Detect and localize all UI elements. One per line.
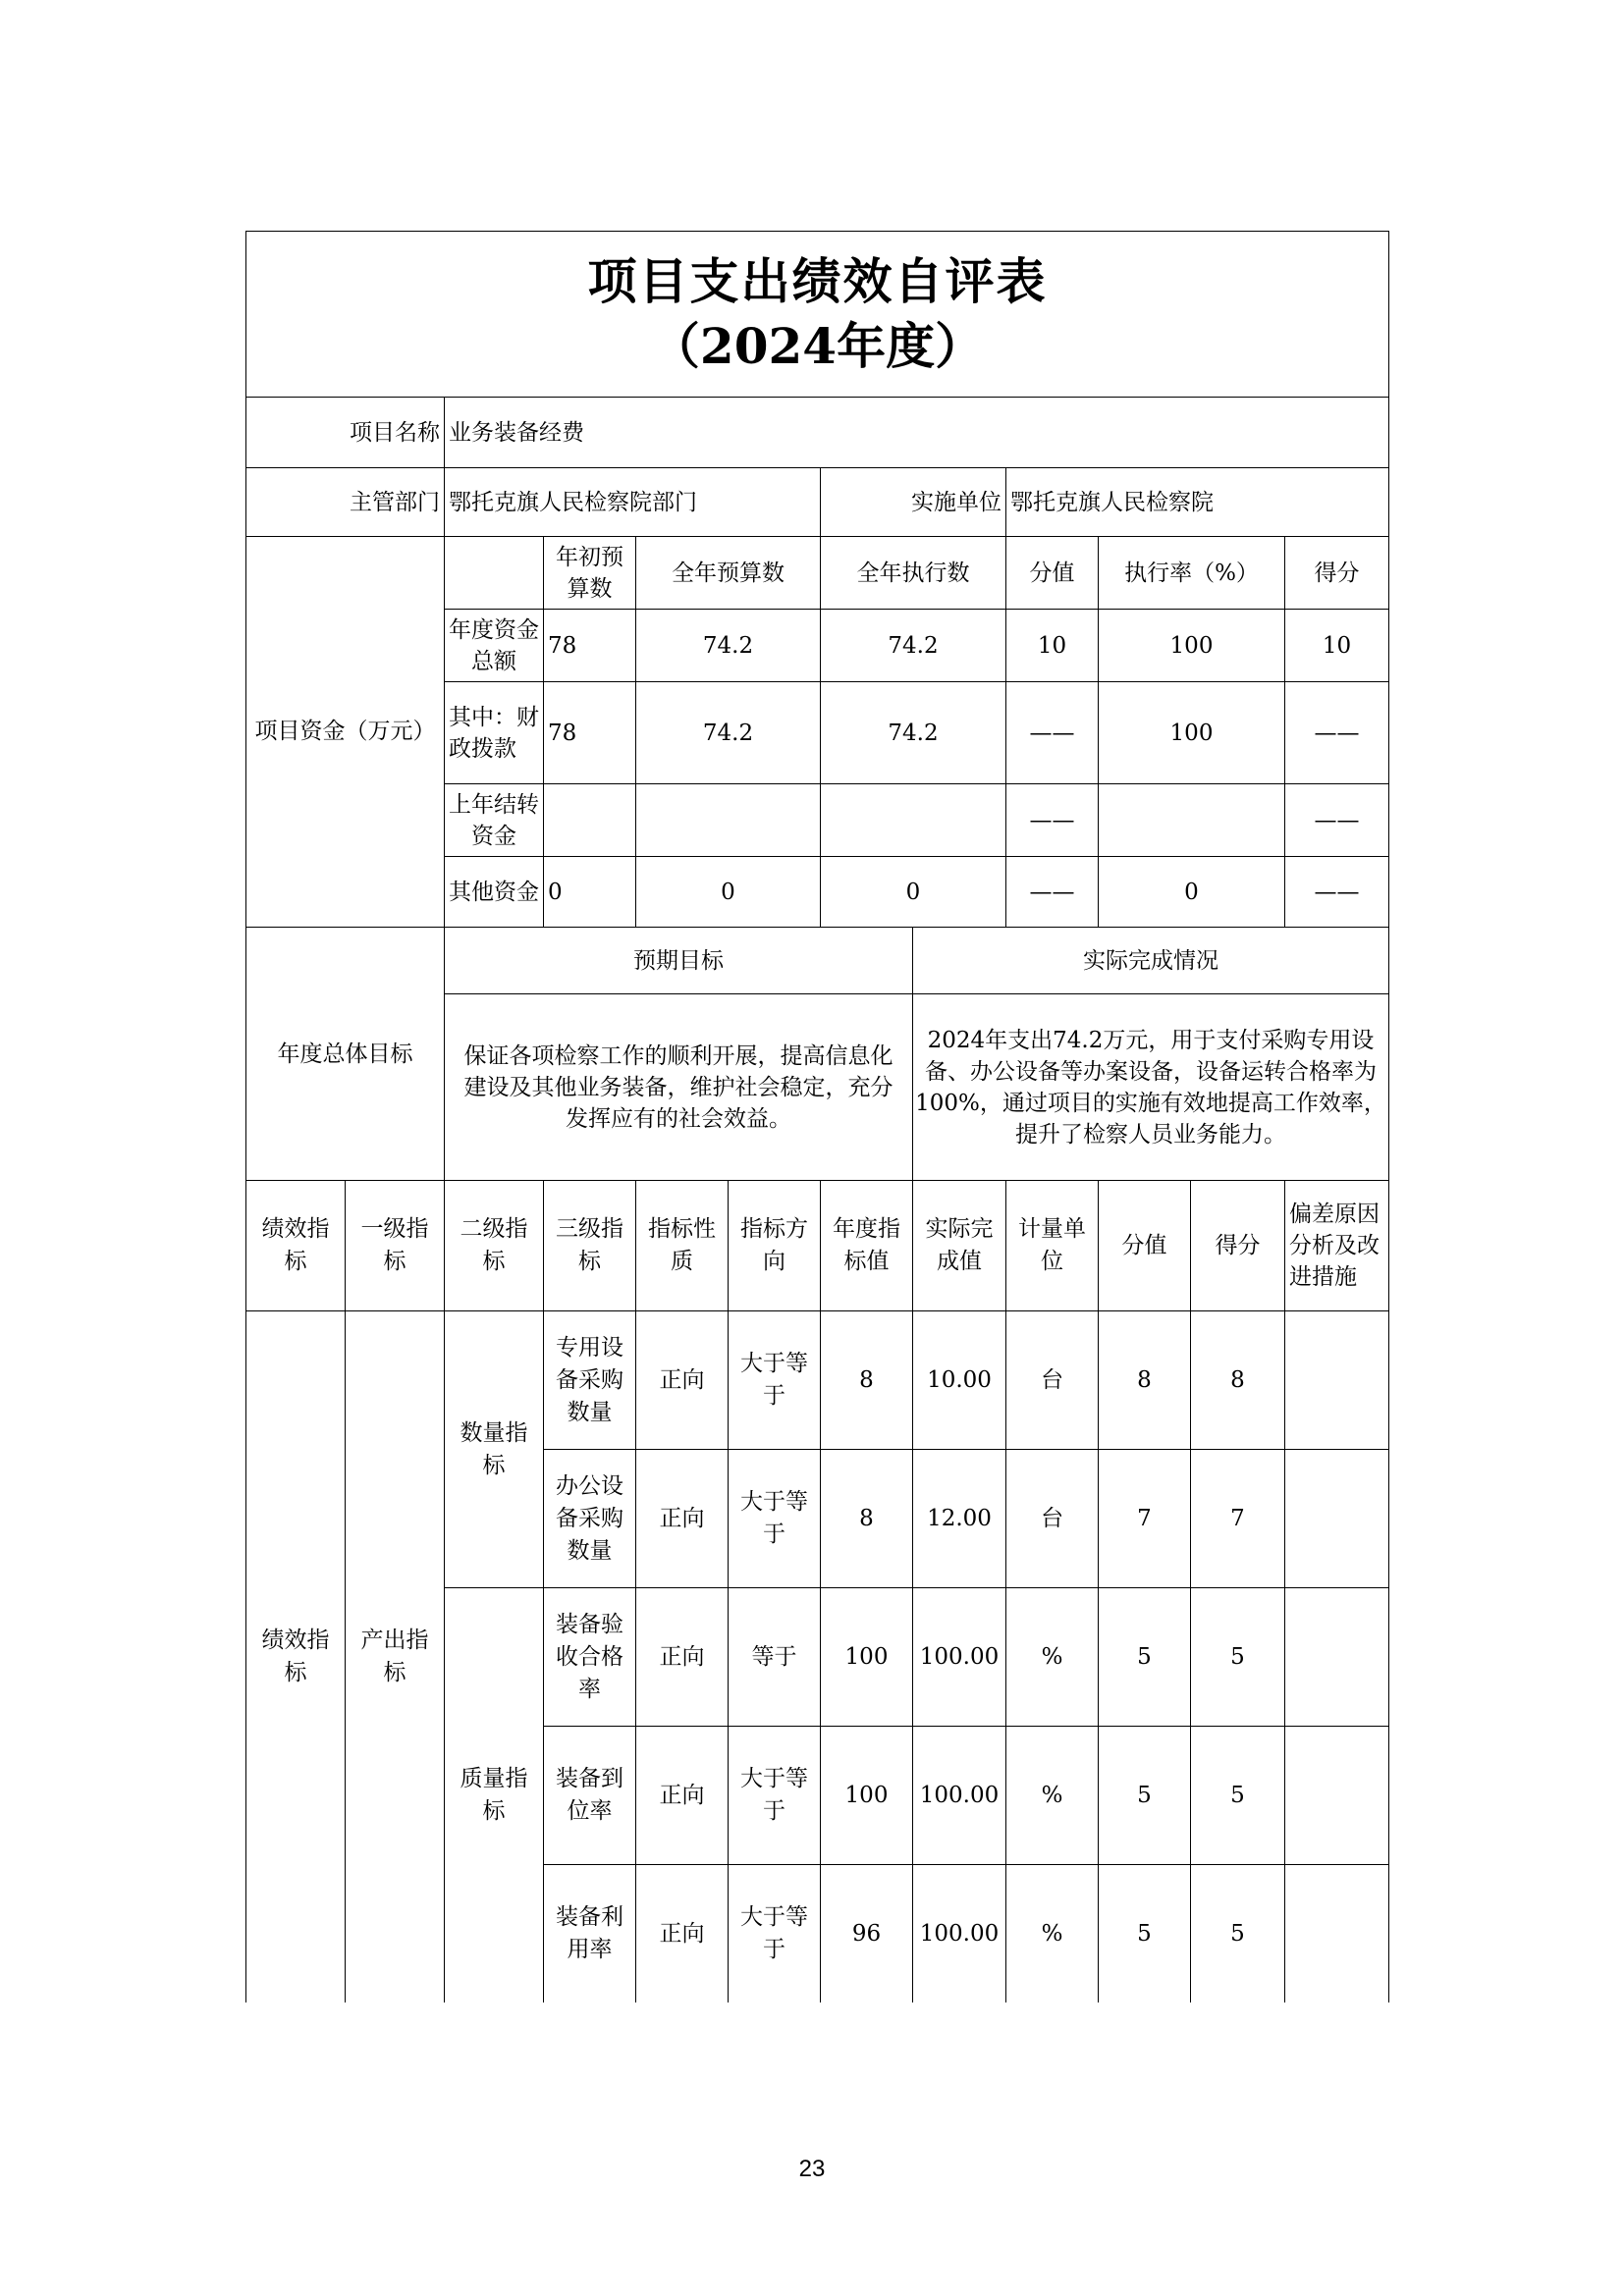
impl-label: 实施单位 (821, 468, 1006, 537)
funds-row-rate: 100 (1099, 682, 1285, 784)
perf-indicator-actual: 10.00 (913, 1311, 1006, 1450)
perf-indicator-score-value: 7 (1099, 1450, 1191, 1588)
funds-header-score-value: 分值 (1006, 537, 1099, 610)
perf-indicator-direction: 大于等于 (729, 1450, 821, 1588)
perf-indicator-name: 装备到位率 (544, 1727, 636, 1865)
funds-row-score: —— (1285, 784, 1389, 857)
perf-indicator-unit: % (1006, 1865, 1099, 2002)
funds-row-label: 年度资金总额 (445, 610, 544, 682)
funds-row-score: —— (1285, 857, 1389, 928)
perf-indicator-name: 专用设备采购数量 (544, 1311, 636, 1450)
funds-row-score-value: —— (1006, 784, 1099, 857)
project-name: 业务装备经费 (445, 398, 1389, 468)
funds-header-annual: 全年预算数 (636, 537, 821, 610)
perf-header-c4: 三级指标 (544, 1181, 636, 1311)
perf-indicator-nature: 正向 (636, 1311, 729, 1450)
perf-level2: 产出指标 (346, 1311, 445, 2002)
perf-indicator-note (1285, 1588, 1389, 1727)
perf-indicator-note (1285, 1865, 1389, 2002)
perf-indicator-name: 装备验收合格率 (544, 1588, 636, 1727)
funds-row-initial (544, 784, 636, 857)
perf-indicator-target: 8 (821, 1450, 913, 1588)
funds-header-initial: 年初预算数 (544, 537, 636, 610)
form-subtitle: （2024年度） (650, 317, 985, 375)
perf-indicator-name: 办公设备采购数量 (544, 1450, 636, 1588)
goals-actual-text: 2024年支出74.2万元，用于支付采购专用设备、办公设备等办案设备，设备运转合格率为100%，通过项目的实施有效地提高工作效率，提升了检察人员业务能力。 (913, 994, 1389, 1181)
perf-indicator-score: 5 (1191, 1865, 1285, 2002)
form-title: 项目支出绩效自评表 (587, 252, 1048, 310)
funds-row-score: 10 (1285, 610, 1389, 682)
funds-header-blank (445, 537, 544, 610)
perf-indicator-nature: 正向 (636, 1588, 729, 1727)
perf-header-c11: 得分 (1191, 1181, 1285, 1311)
funds-header-score: 得分 (1285, 537, 1389, 610)
perf-indicator-score: 5 (1191, 1588, 1285, 1727)
perf-indicator-direction: 大于等于 (729, 1865, 821, 2002)
perf-indicator-score-value: 5 (1099, 1727, 1191, 1865)
perf-header-c10: 分值 (1099, 1181, 1191, 1311)
funds-row-label: 其他资金 (445, 857, 544, 928)
perf-indicator-direction: 大于等于 (729, 1311, 821, 1450)
perf-indicator-actual: 100.00 (913, 1727, 1006, 1865)
perf-indicator-note (1285, 1450, 1389, 1588)
perf-header-c9: 计量单位 (1006, 1181, 1099, 1311)
funds-row-label: 上年结转资金 (445, 784, 544, 857)
perf-indicator-score-value: 8 (1099, 1311, 1191, 1450)
perf-indicator-unit: 台 (1006, 1450, 1099, 1588)
perf-indicator-nature: 正向 (636, 1865, 729, 2002)
title-cell (246, 232, 1389, 398)
perf-indicator-nature: 正向 (636, 1727, 729, 1865)
dept-value: 鄂托克旗人民检察院部门 (445, 468, 821, 537)
funds-row-score-value: —— (1006, 857, 1099, 928)
project-name-label: 项目名称 (246, 398, 445, 468)
funds-row-label: 其中：财政拨款 (445, 682, 544, 784)
goals-expected-text: 保证各项检察工作的顺利开展，提高信息化建设及其他业务装备，维护社会稳定，充分发挥应有的社会效益。 (445, 994, 913, 1181)
perf-indicator-direction: 等于 (729, 1588, 821, 1727)
funds-row-annual: 0 (636, 857, 821, 928)
perf-header-c7: 年度指标值 (821, 1181, 913, 1311)
perf-indicator-unit: 台 (1006, 1311, 1099, 1450)
funds-header-rate: 执行率（%） (1099, 537, 1285, 610)
funds-row-initial: 0 (544, 857, 636, 928)
perf-header-c1: 绩效指标 (246, 1181, 346, 1311)
perf-header-c12: 偏差原因分析及改进措施 (1285, 1181, 1389, 1311)
funds-row-initial: 78 (544, 610, 636, 682)
funds-row-rate: 100 (1099, 610, 1285, 682)
perf-indicator-actual: 100.00 (913, 1588, 1006, 1727)
perf-indicator-score: 5 (1191, 1727, 1285, 1865)
perf-header-c3: 二级指标 (445, 1181, 544, 1311)
perf-indicator-nature: 正向 (636, 1450, 729, 1588)
perf-indicator-target: 100 (821, 1727, 913, 1865)
funds-row-executed: 0 (821, 857, 1006, 928)
evaluation-table (245, 231, 1389, 2002)
perf-indicator-note (1285, 1311, 1389, 1450)
perf-group-name: 质量指标 (445, 1588, 544, 2002)
funds-row-executed: 74.2 (821, 682, 1006, 784)
perf-indicator-target: 96 (821, 1865, 913, 2002)
perf-indicator-direction: 大于等于 (729, 1727, 821, 1865)
goals-expected-header: 预期目标 (445, 928, 913, 994)
perf-indicator-target: 8 (821, 1311, 913, 1450)
perf-indicator-note (1285, 1727, 1389, 1865)
perf-indicator-actual: 12.00 (913, 1450, 1006, 1588)
perf-level1: 绩效指标 (246, 1311, 346, 2002)
funds-row-executed (821, 784, 1006, 857)
funds-row-annual: 74.2 (636, 682, 821, 784)
funds-row-score-value: 10 (1006, 610, 1099, 682)
funds-label: 项目资金（万元） (246, 537, 445, 928)
dept-label: 主管部门 (246, 468, 445, 537)
funds-row-executed: 74.2 (821, 610, 1006, 682)
funds-row-rate (1099, 784, 1285, 857)
funds-row-annual: 74.2 (636, 610, 821, 682)
perf-indicator-target: 100 (821, 1588, 913, 1727)
perf-indicator-score: 8 (1191, 1311, 1285, 1450)
perf-indicator-score: 7 (1191, 1450, 1285, 1588)
funds-row-rate: 0 (1099, 857, 1285, 928)
funds-row-score-value: —— (1006, 682, 1099, 784)
perf-group-name: 数量指标 (445, 1311, 544, 1588)
perf-header-c5: 指标性质 (636, 1181, 729, 1311)
funds-row-initial: 78 (544, 682, 636, 784)
perf-header-c2: 一级指标 (346, 1181, 445, 1311)
page-number: 23 (798, 2156, 826, 2182)
perf-indicator-score-value: 5 (1099, 1588, 1191, 1727)
funds-header-executed: 全年执行数 (821, 537, 1006, 610)
perf-header-c6: 指标方向 (729, 1181, 821, 1311)
goals-actual-header: 实际完成情况 (913, 928, 1389, 994)
perf-indicator-actual: 100.00 (913, 1865, 1006, 2002)
perf-header-c8: 实际完成值 (913, 1181, 1006, 1311)
perf-indicator-unit: % (1006, 1588, 1099, 1727)
perf-indicator-name: 装备利用率 (544, 1865, 636, 2002)
evaluation-form (245, 231, 1388, 1998)
goals-label: 年度总体目标 (246, 928, 445, 1181)
perf-indicator-score-value: 5 (1099, 1865, 1191, 2002)
funds-row-annual (636, 784, 821, 857)
funds-row-score: —— (1285, 682, 1389, 784)
impl-value: 鄂托克旗人民检察院 (1006, 468, 1389, 537)
perf-indicator-unit: % (1006, 1727, 1099, 1865)
